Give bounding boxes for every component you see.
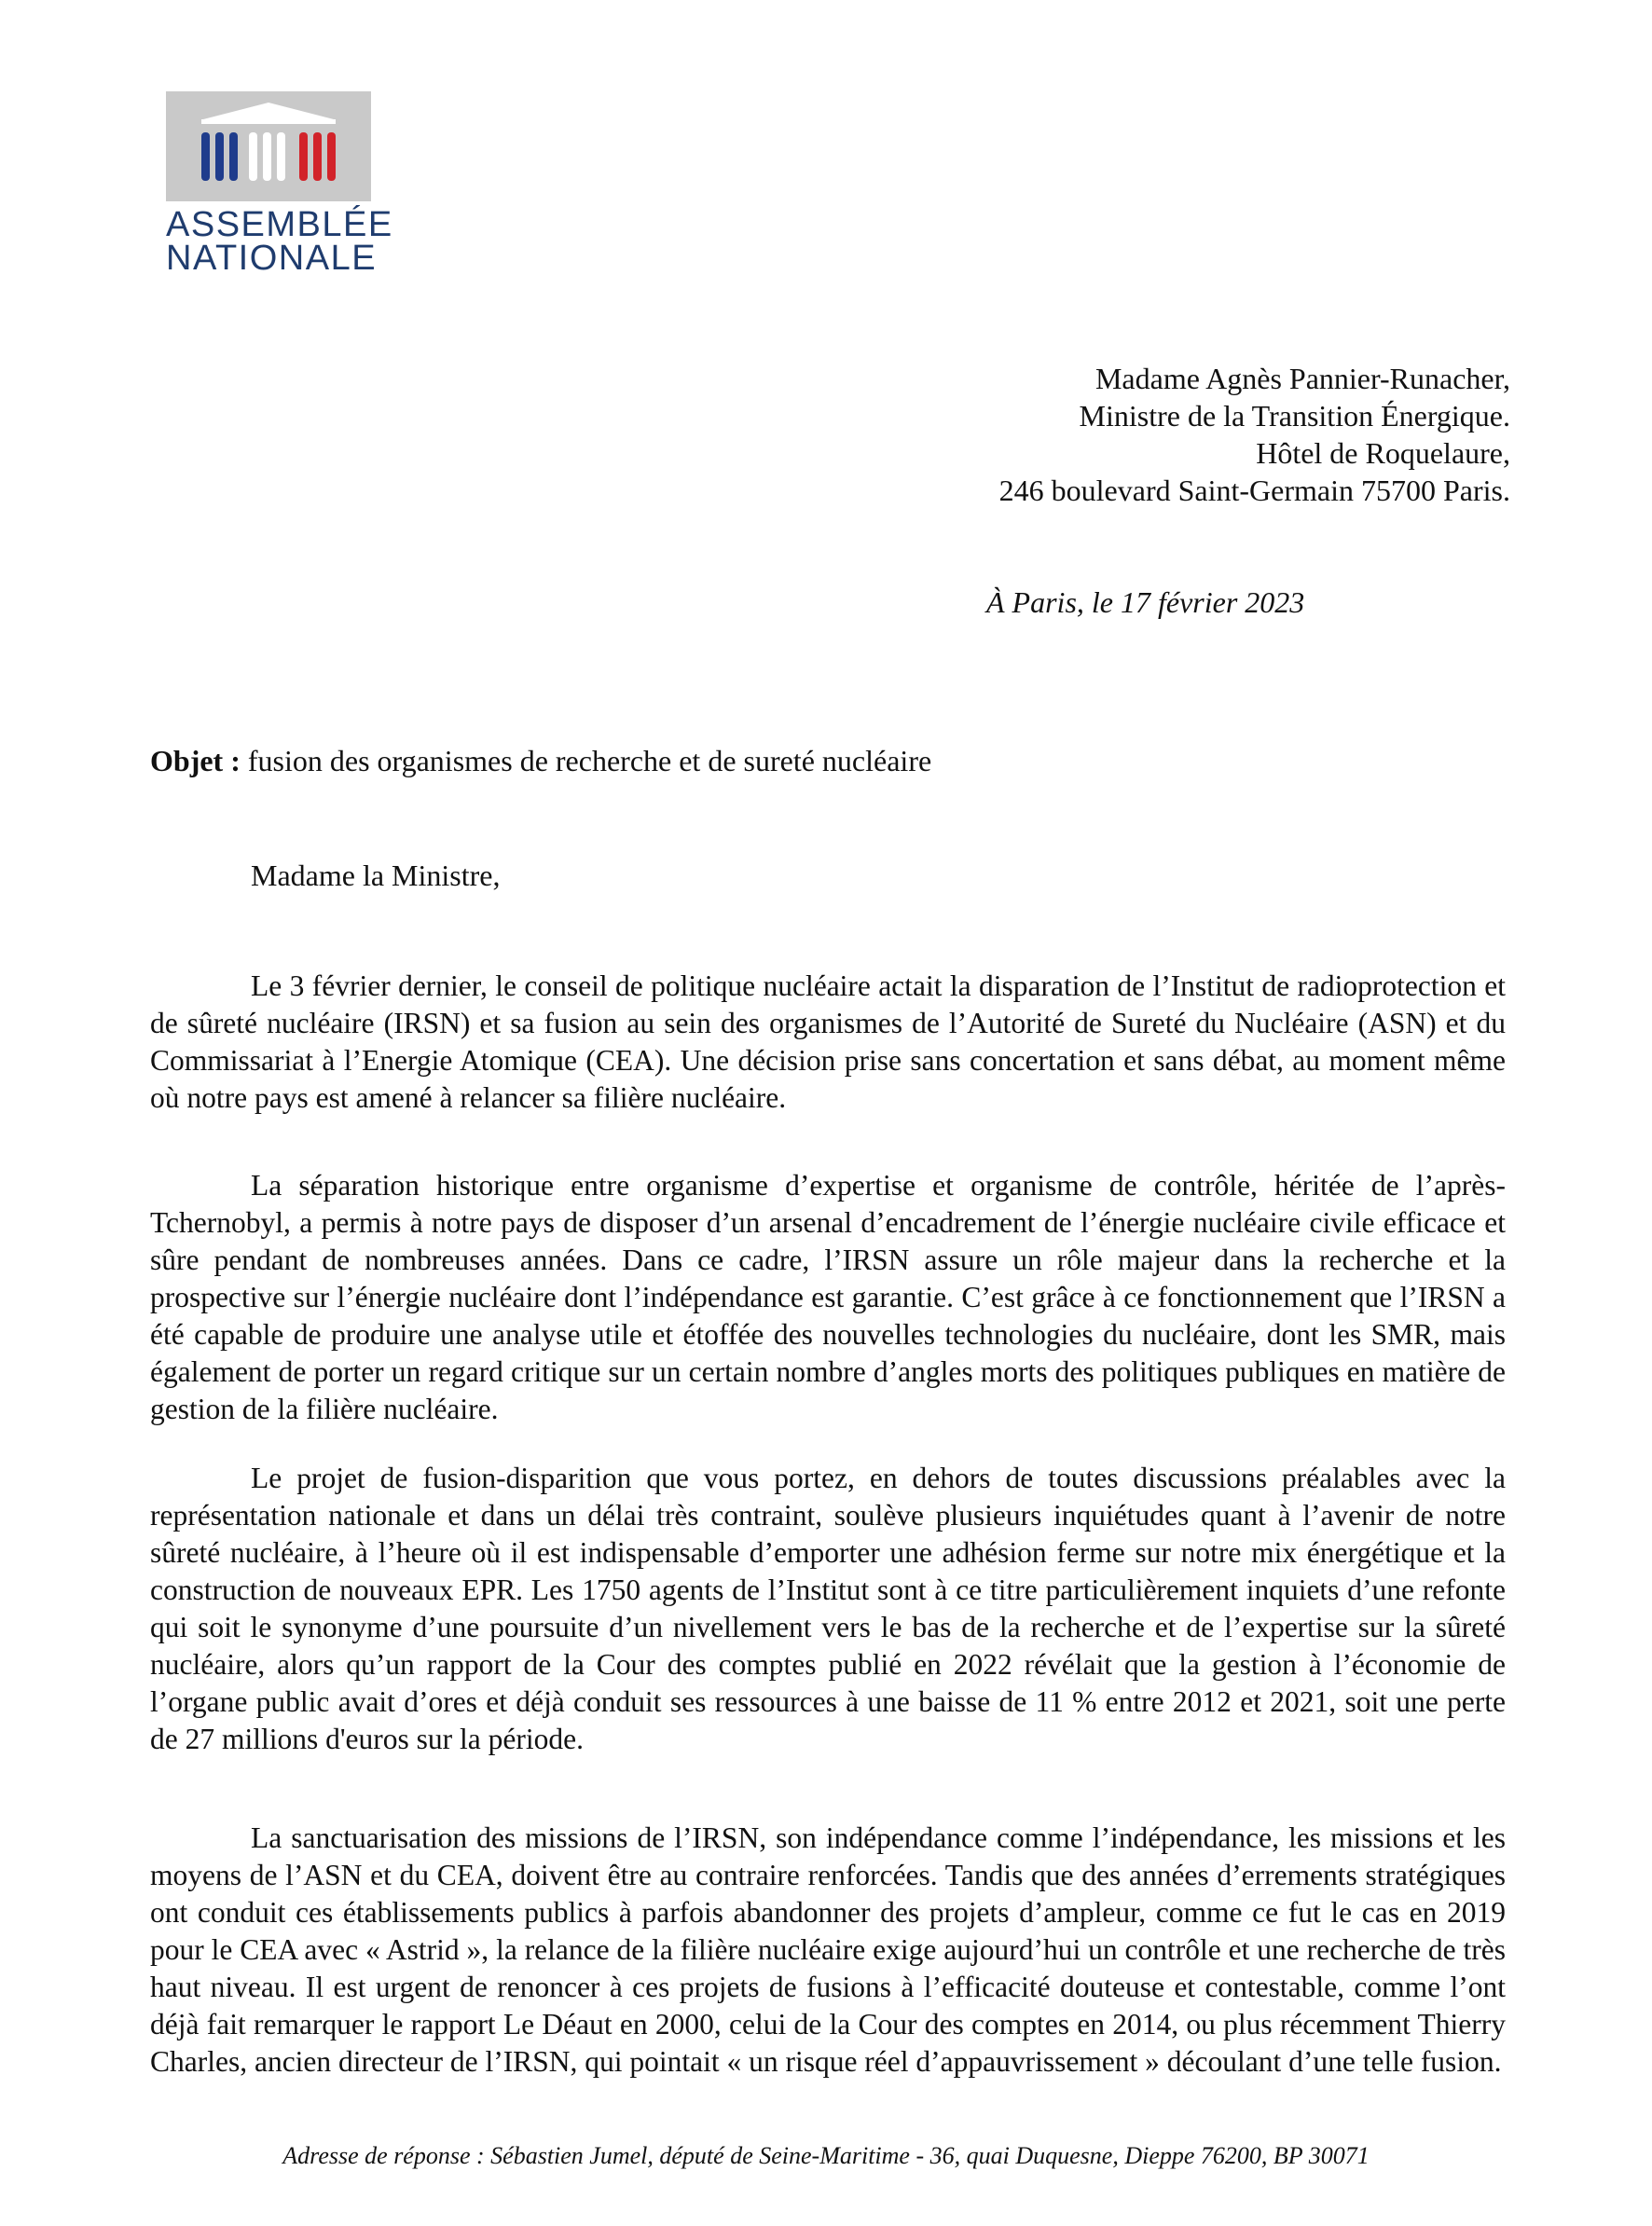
logo-line-1: ASSEMBLÉE <box>166 205 393 244</box>
logo-wordmark <box>166 205 393 278</box>
body-paragraph-2: La séparation historique entre organisme d’expertise et organisme de contrôle, héritée de l’après-Tchernobyl, a permis à notre pays de disposer d’un arsenal d’encadrement de l’énergie nucléaire civile efficace et sûre pendant de nombreuses années. Dans ce cadre, l’IRSN assure un rôle majeur dans la recherche et la prospective sur l’énergie nucléaire dont l’indépendance est garantie. C’est grâce à ce fonctionnement que l’IRSN a été capable de produire une analyse utile et étoffée des nouvelles technologies du nucléaire, dont les SMR, mais également de porter un regard critique sur un certain nombre d’angles morts des politiques publiques en matière de gestion de la filière nucléaire. <box>150 1169 1506 1425</box>
logo-line-2: NATIONALE <box>166 239 378 278</box>
addressee-name: Madame Agnès Pannier-Runacher, <box>1094 362 1510 395</box>
letter-date: À Paris, le 17 février 2023 <box>986 585 1305 619</box>
addressee-title: Ministre de la Transition Énergique. <box>1079 399 1510 433</box>
addressee-building: Hôtel de Roquelaure, <box>1256 436 1510 470</box>
hemicycle-icon <box>166 91 371 201</box>
addressee-block <box>999 360 1510 509</box>
addressee-street: 246 boulevard Saint-Germain 75700 Paris. <box>998 474 1510 507</box>
body-paragraph-4: La sanctuarisation des missions de l’IRSN, son indépendance comme l’indépendance, les missions et les moyens de l’ASN et du CEA, doivent être au contraire renforcées. Tandis que des années d’errements stratégiques ont conduit ces établissements publics à parfois abandonner des projets d’ampleur, comme ce fut le cas en 2019 pour le CEA avec « Astrid », la relance de la filière nucléaire exige aujourd’hui un contrôle et une recherche de très haut niveau. Il est urgent de renoncer à ces projets de fusions à l’efficacité douteuse et contestable, comme l’ont déjà fait remarquer le rapport Le Déaut en 2000, celui de la Cour des comptes en 2014, ou plus récemment Thierry Charles, ancien directeur de l’IRSN, qui pointait « un risque réel d’appauvrissement » découlant d’une telle fusion. <box>150 1821 1506 2078</box>
subject-text: fusion des organismes de recherche et de sureté nucléaire <box>240 744 932 777</box>
reply-address-footer: Adresse de réponse : Sébastien Jumel, député de Seine-Maritime - 36, quai Duquesne, Dieppe 76200, BP 30071 <box>282 2142 1370 2169</box>
subject-line <box>150 744 931 778</box>
salutation: Madame la Ministre, <box>251 859 501 892</box>
hemicycle-emblem <box>166 91 371 201</box>
body-paragraph-3: Le projet de fusion-disparition que vous portez, en dehors de toutes discussions préalables avec la représentation nationale et dans un délai très contraint, soulève plusieurs inquiétudes quant à l’avenir de notre sûreté nucléaire, à l’heure où il est indispensable d’emporter une adhésion ferme sur notre mix énergétique et la construction de nouveaux EPR. Les 1750 agents de l’Institut sont à ce titre particulièrement inquiets d’une refonte qui soit le synonyme d’une poursuite d’un nivellement vers le bas de la recherche et de l’expertise sur la sûreté nucléaire, alors qu’un rapport de la Cour des comptes publié en 2022 révélait que la gestion à l’économie de l’organe public avait d’ores et déjà conduit ses ressources à une baisse de 11 % entre 2012 et 2021, soit une perte de 27 millions d'euros sur la période. <box>150 1462 1506 1755</box>
subject-label: Objet : <box>150 744 241 777</box>
body-paragraph-1: Le 3 février dernier, le conseil de politique nucléaire actait la disparation de l’Institut de radioprotection et de sûreté nucléaire (IRSN) et sa fusion au sein des organismes de l’Autorité de Sureté du Nucléaire (ASN) et du Commissariat à l’Energie Atomique (CEA). Une décision prise sans concertation et sans débat, au moment même où notre pays est amené à relancer sa filière nucléaire. <box>150 969 1506 1114</box>
